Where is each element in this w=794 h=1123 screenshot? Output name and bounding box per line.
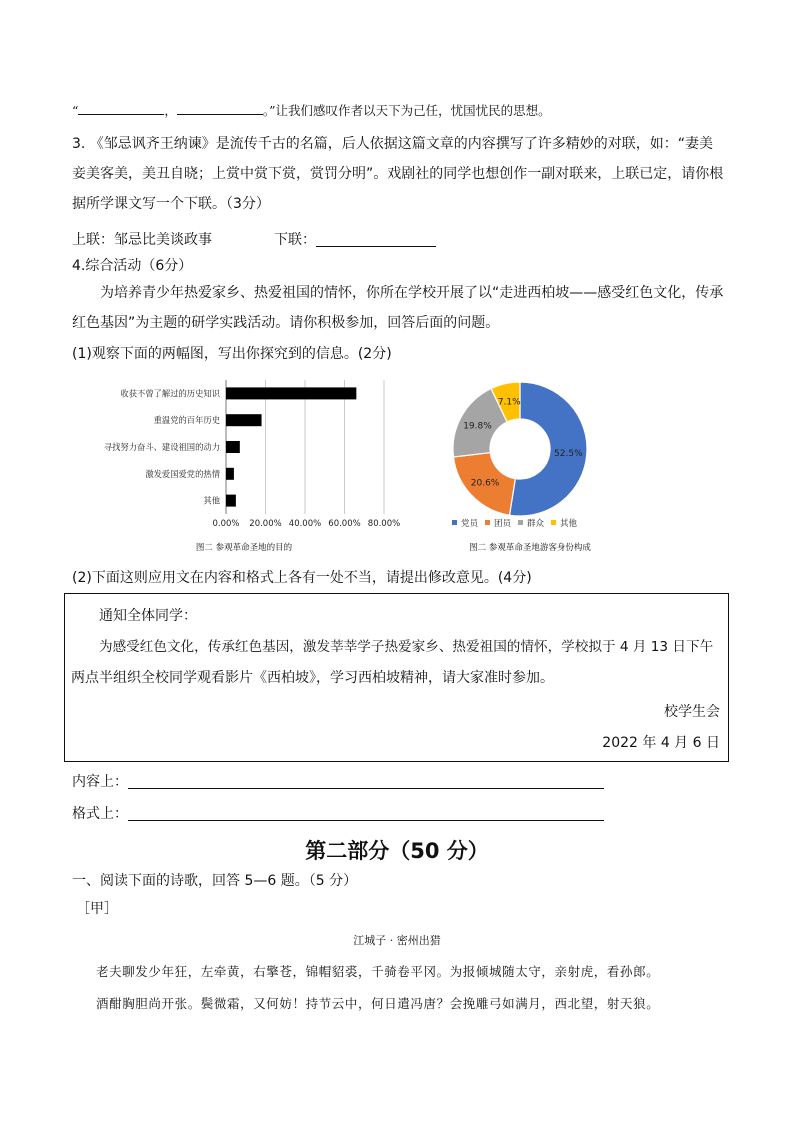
bar-category-label: 其他 [203,495,220,506]
donut-slice-label: 20.6% [470,478,500,489]
bar-chart [64,372,414,562]
bar-chart-caption: 图二 参观革命圣地的目的 [195,543,293,553]
poem-jia-marker: ［甲］ [76,901,118,917]
donut-chart [440,372,640,562]
notice-body-1: 为感受红色文化，传承红色基因，激发莘莘学子热爱家乡、热爱祖国的情怀，学校拟于 4 月 13 日下午 [99,639,714,655]
q3-line-2: 妾美客美，美丑自晓；上赏中赏下赏，赏罚分明”。戏剧社的同学也想创作一副对联来，上联已定，请你根 [72,166,724,182]
bar-x-tick-label: 60.00% [328,519,361,529]
bar-category-label: 寻找努力奋斗、建设祖国的动力 [103,442,220,452]
notice-body-2: 两点半组织全校同学观看影片《西柏坡》，学习西柏坡精神，请大家准时参加。 [71,670,554,686]
q4-intro-2: 红色基因”为主题的研学实践活动。请你积极参加，回答后面的问题。 [72,315,500,331]
donut-slice-label: 19.8% [463,421,492,432]
legend-swatch [551,520,556,525]
blank-2[interactable] [177,100,263,115]
q4-sub-1: (1)观察下面的两幅图，写出你探究到的信息。(2分) [72,346,392,362]
legend-label: 团员 [494,519,512,529]
poem-line-2: 酒酣胸胆尚开张。鬓微霜，又何妨！持节云中，何日遣冯唐？会挽雕弓如满月，西北望，射天狼。 [96,996,660,1011]
open-quote: “ [72,103,79,118]
bar-x-tick-label: 40.00% [288,519,322,529]
q3-line-1: 3. 《邹忌讽齐王纳谏》是流传千古的名篇，后人依据这篇文章的内容撰写了许多精妙的对联，如：“妻美 [72,136,714,152]
notice-box [64,593,729,762]
content-label: 内容上： [72,774,128,790]
legend-label: 群众 [527,519,545,529]
legend-swatch [452,520,457,525]
couplet-lower-input[interactable] [316,245,436,247]
blank-1[interactable] [78,100,164,115]
bar-x-tick-label: 80.00% [367,519,401,529]
bar-category-label: 激发爱国爱党的热情 [145,468,220,479]
q4-sub-2: (2)下面这则应用文在内容和格式上各有一处不当，请提出修改意见。(4分) [72,570,532,586]
format-answer-line[interactable] [128,819,604,821]
donut-slice-label: 7.1% [497,397,521,408]
q4-intro-1: 为培养青少年热爱家乡、热爱祖国的情怀，你所在学校开展了以“走进西柏坡——感受红色文化，传承 [100,285,724,301]
notice-signer: 校学生会 [664,704,720,720]
period: 。 [262,103,270,118]
q2-line [72,100,551,121]
couplet-upper: 上联：邹忌比美谈政事 [72,232,212,248]
q4-heading: 4.综合活动（6分） [72,258,193,274]
bar [226,468,234,480]
legend-swatch [485,520,490,525]
legend-label: 党员 [461,519,479,529]
donut-slice-label: 52.5% [554,448,583,459]
donut-chart-caption: 图二 参观革命圣地游客身份构成 [469,543,591,553]
q2-tail-text: ”让我们感叹作者以天下为己任，忧国忧民的思想。 [269,103,551,118]
bar [226,387,356,399]
bar-category-label: 收获不曾了解过的历史知识 [120,388,220,399]
poem-line-1: 老夫聊发少年狂，左牵黄，右擎苍，锦帽貂裘，千骑卷平冈。为报倾城随太守，亲射虎，看孙郎。 [96,964,660,979]
poem-title: 江城子 · 密州出猎 [353,934,441,947]
bar-x-tick-label: 0.00% [212,519,240,529]
section-one-heading: 一、阅读下面的诗歌，回答 5—6 题。（5 分） [72,873,358,889]
bar [226,441,240,453]
notice-salutation: 通知全体同学： [99,608,197,624]
legend-label: 其他 [560,519,578,529]
bar-category-label: 重温党的百年历史 [153,415,220,426]
part-two-title: 第二部分（50 分） [305,839,489,863]
comma: ， [164,103,177,118]
bar-x-tick-label: 20.00% [249,519,282,529]
notice-date: 2022 年 4 月 6 日 [602,735,720,751]
bar [226,495,236,507]
q3-line-3: 据所学课文写一个下联。（3分） [72,196,270,212]
format-label: 格式上： [72,806,128,822]
content-answer-line[interactable] [128,787,604,789]
bar [226,414,262,426]
couplet-lower-label: 下联： [274,232,316,248]
legend-swatch [518,520,523,525]
